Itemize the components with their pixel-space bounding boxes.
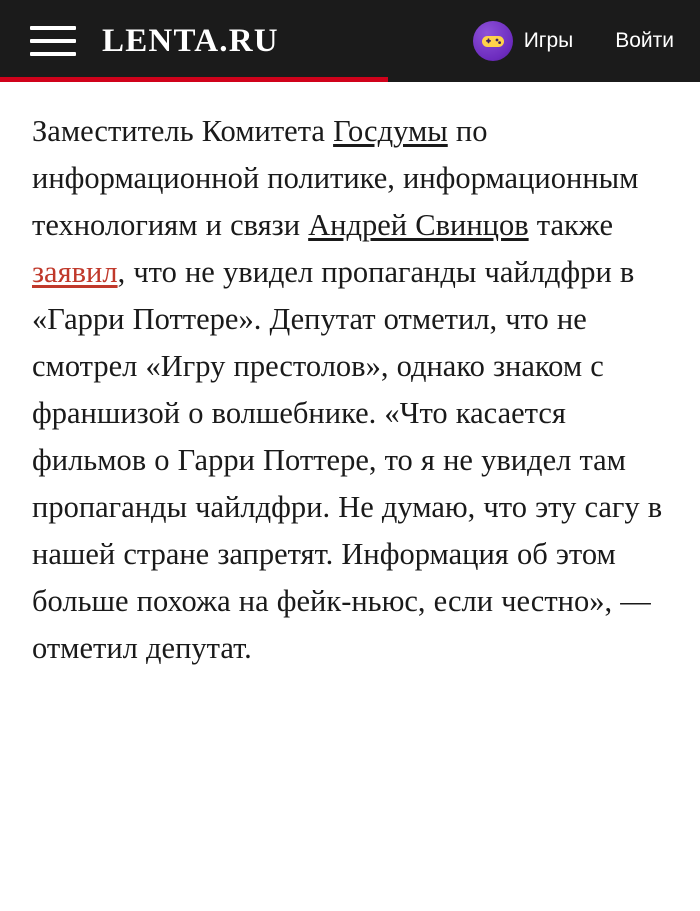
- text-segment: , что не увидел пропаганды чайлдфри в «Гарри Поттере». Депутат отметил, что не смотрел «Игру престолов», однако знаком с франшизой о волшебнике. «Что касается фильмов о Гарри Поттере, то я не увидел там пропаганды чайлдфри. Не думаю, что эту сагу в нашей стране запретят. Информация об этом больше похожа на фейк-ньюс, если честно», — отметил депутат.: [32, 255, 663, 665]
- link-gosduma[interactable]: Госдумы: [333, 114, 448, 148]
- hamburger-bar-2: [30, 39, 76, 43]
- gamepad-icon: [473, 21, 513, 61]
- site-logo[interactable]: LENTA.RU: [102, 22, 279, 59]
- article-paragraph: [32, 108, 670, 672]
- hamburger-bar-1: [30, 26, 76, 30]
- link-zayavil[interactable]: заявил: [32, 255, 118, 289]
- text-segment: по информационной политике, информационным технологиям и связи: [32, 114, 639, 242]
- site-header: [0, 0, 700, 82]
- games-label: Игры: [523, 29, 574, 52]
- hamburger-menu-icon[interactable]: [30, 26, 76, 56]
- games-link[interactable]: [473, 21, 574, 61]
- text-segment: также: [528, 208, 614, 242]
- text-segment: Заместитель Комитета: [32, 114, 334, 148]
- hamburger-bar-3: [30, 52, 76, 56]
- article-body: [0, 82, 700, 672]
- header-actions: [473, 21, 674, 61]
- link-andrey-svintsov[interactable]: Андрей Свинцов: [308, 208, 529, 242]
- login-link[interactable]: Войти: [615, 29, 674, 52]
- header-accent-bar: [0, 77, 388, 82]
